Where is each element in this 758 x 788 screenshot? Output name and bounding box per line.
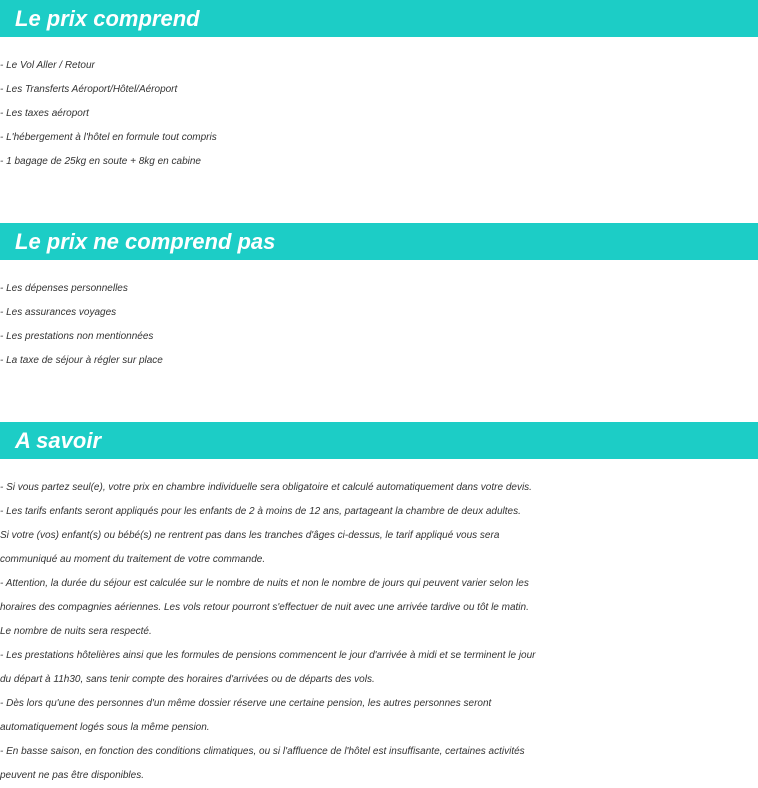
- list-item: - L'hébergement à l'hôtel en formule tout compris: [0, 132, 217, 143]
- info-line: communiqué au moment du traitement de votre commande.: [0, 554, 266, 565]
- info-line: - Si vous partez seul(e), votre prix en chambre individuelle sera obligatoire et calculé automatiquement dans votre devis.: [0, 482, 532, 493]
- info-text-block: [0, 476, 758, 788]
- list-item: - 1 bagage de 25kg en soute + 8kg en cabine: [0, 156, 201, 167]
- list-item: - La taxe de séjour à régler sur place: [0, 355, 163, 366]
- info-line: - Les tarifs enfants seront appliqués pour les enfants de 2 à moins de 12 ans, partageant la chambre de deux adultes.: [0, 506, 521, 517]
- info-line: peuvent ne pas être disponibles.: [0, 770, 144, 781]
- info-line: Le nombre de nuits sera respecté.: [0, 626, 152, 637]
- list-item: - Les prestations non mentionnées: [0, 331, 154, 342]
- info-line: - Attention, la durée du séjour est calculée sur le nombre de nuits et non le nombre de jours qui peuvent varier selon les: [0, 578, 529, 589]
- included-section-title: Le prix comprend: [0, 0, 758, 37]
- info-line: - En basse saison, en fonction des conditions climatiques, ou si l'affluence de l'hôtel est insuffisante, certaines activités: [0, 746, 525, 757]
- info-line: automatiquement logés sous la même pension.: [0, 722, 210, 733]
- excluded-list: [0, 277, 758, 373]
- list-item: - Les dépenses personnelles: [0, 283, 128, 294]
- info-section-title: A savoir: [0, 422, 758, 459]
- list-item: - Le Vol Aller / Retour: [0, 60, 95, 71]
- info-line: - Les prestations hôtelières ainsi que les formules de pensions commencent le jour d'arrivée à midi et se terminent le jour: [0, 650, 536, 661]
- info-line: Si votre (vos) enfant(s) ou bébé(s) ne rentrent pas dans les tranches d'âges ci-dessus, le tarif appliqué vous sera: [0, 530, 500, 541]
- info-line: - Dès lors qu'une des personnes d'un même dossier réserve une certaine pension, les autres personnes seront: [0, 698, 492, 709]
- excluded-section-title: Le prix ne comprend pas: [0, 223, 758, 260]
- info-line: du départ à 11h30, sans tenir compte des horaires d'arrivées ou de départs des vols.: [0, 674, 375, 685]
- list-item: - Les taxes aéroport: [0, 108, 89, 119]
- list-item: - Les Transferts Aéroport/Hôtel/Aéroport: [0, 84, 178, 95]
- included-list: [0, 54, 758, 174]
- info-line: horaires des compagnies aériennes. Les vols retour pourront s'effectuer de nuit avec une arrivée tardive ou tôt le matin.: [0, 602, 529, 613]
- list-item: - Les assurances voyages: [0, 307, 117, 318]
